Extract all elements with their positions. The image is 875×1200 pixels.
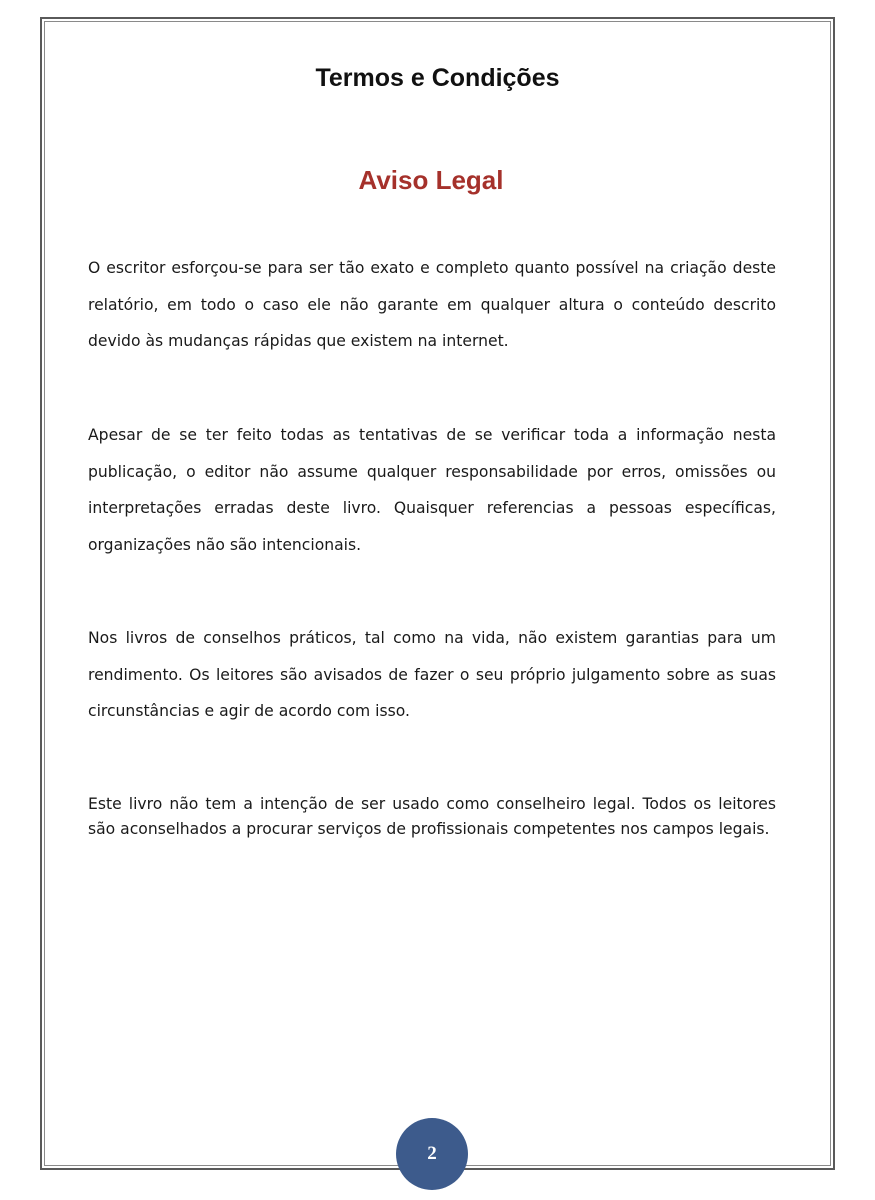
paragraph-2: Apesar de se ter feito todas as tentativas de se verificar toda a informação nesta publicação, o editor não assume qualquer responsabilidade por erros, omissões ou interpretações erradas deste livro. Quaisquer referencias a pessoas específicas, organizações não são intencionais. <box>88 426 776 554</box>
paragraph-3: Nos livros de conselhos práticos, tal como na vida, não existem garantias para um rendimento. Os leitores são avisados de fazer o seu próprio julgamento sobre as suas circunstâncias e agir de acordo com isso. <box>88 629 776 720</box>
section-title: Aviso Legal <box>358 165 504 195</box>
page-number: 2 <box>427 1143 437 1164</box>
page-number-badge <box>396 1118 468 1190</box>
paragraph-1: O escritor esforçou-se para ser tão exato e completo quanto possível na criação deste relatório, em todo o caso ele não garante em qualquer altura o conteúdo descrito devido às mudanças rápidas que existem na internet. <box>88 259 776 350</box>
paragraph-4: Este livro não tem a intenção de ser usado como conselheiro legal. Todos os leitores são aconselhados a procurar serviços de profissionais competentes nos campos legais. <box>88 795 776 838</box>
document-title: Termos e Condições <box>315 64 560 92</box>
